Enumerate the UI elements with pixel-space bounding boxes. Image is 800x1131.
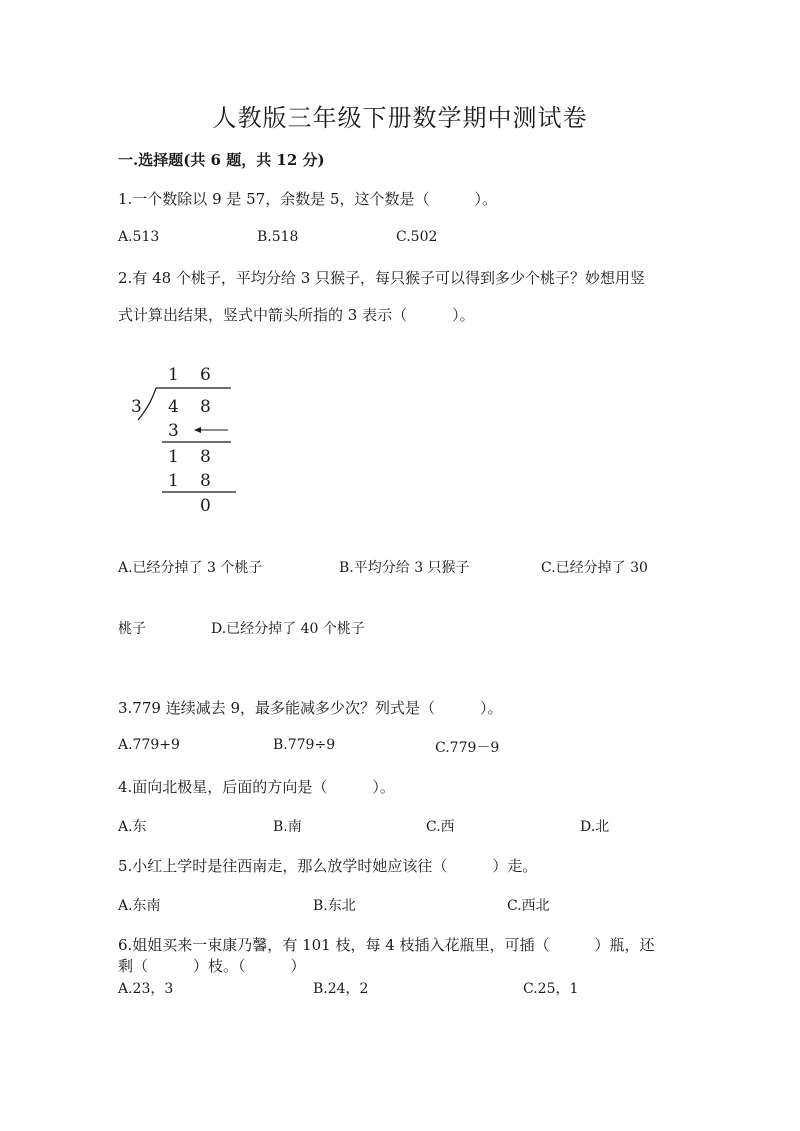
q3-option-b: B.779÷9 (273, 737, 336, 753)
step2-digit-1: 1 (168, 447, 179, 467)
q6-option-b: B.24，2 (313, 981, 369, 997)
q3-option-c: C.779－9 (435, 740, 500, 756)
arrow-head-icon (194, 427, 201, 433)
question-5-text: 5.小红上学时是往西南走，那么放学时她应该往（ ）走。 (118, 857, 538, 875)
question-4-text: 4.面向北极星，后面的方向是（ ）。 (118, 778, 395, 796)
dividend-digit-2: 8 (200, 397, 211, 417)
q2-option-c: C.已经分掉了 30 (541, 560, 648, 576)
q1-option-c: C.502 (396, 229, 438, 245)
remainder: 0 (200, 496, 211, 516)
page-title: 人教版三年级下册数学期中测试卷 (212, 104, 588, 132)
quotient-digit-1: 1 (168, 365, 179, 385)
quotient-digit-2: 6 (200, 365, 211, 385)
step3-digit-2: 8 (200, 471, 211, 491)
q4-option-c: C.西 (426, 819, 455, 835)
q2-option-a: A.已经分掉了 3 个桃子 (118, 560, 263, 576)
q4-option-d: D.北 (580, 819, 610, 835)
q1-option-a: A.513 (118, 229, 160, 245)
q4-option-b: B.南 (273, 819, 302, 835)
q3-option-a: A.779+9 (118, 737, 180, 753)
question-6-line-1: 6.姐姐买来一束康乃馨，有 101 枝，每 4 枝插入花瓶里，可插（ ）瓶，还 (118, 936, 655, 954)
question-2-line-1: 2.有 48 个桃子，平均分给 3 只猴子，每只猴子可以得到多少个桃子？妙想用竖 (118, 269, 646, 287)
q2-option-d: D.已经分掉了 40 个桃子 (211, 621, 365, 637)
step2-digit-2: 8 (200, 447, 211, 467)
q2-option-b: B.平均分给 3 只猴子 (339, 560, 470, 576)
long-division-figure (128, 358, 248, 518)
q5-option-a: A.东南 (118, 898, 161, 914)
product-step-1: 3 (168, 421, 179, 441)
question-1-text: 1.一个数除以 9 是 57，余数是 5，这个数是（ ）。 (118, 190, 498, 208)
q6-option-c: C.25，1 (523, 981, 579, 997)
step3-digit-1: 1 (168, 471, 179, 491)
question-2-line-2: 式计算出结果，竖式中箭头所指的 3 表示（ ）。 (118, 306, 475, 324)
q2-option-c-wrap: 桃子 (118, 621, 146, 637)
divisor: 3 (131, 397, 142, 417)
dividend-digit-1: 4 (168, 397, 179, 417)
question-6-line-2: 剩（ ）枝。（ ） (118, 957, 306, 975)
q4-option-a: A.东 (118, 819, 147, 835)
section-heading: 一.选择题(共 6 题，共 12 分) (118, 151, 325, 169)
q6-option-a: A.23，3 (118, 981, 174, 997)
q1-option-b: B.518 (257, 229, 299, 245)
question-3-text: 3.779 连续减去 9，最多能减多少次？列式是（ ）。 (118, 699, 503, 717)
q5-option-b: B.东北 (313, 898, 356, 914)
q5-option-c: C.西北 (507, 898, 550, 914)
